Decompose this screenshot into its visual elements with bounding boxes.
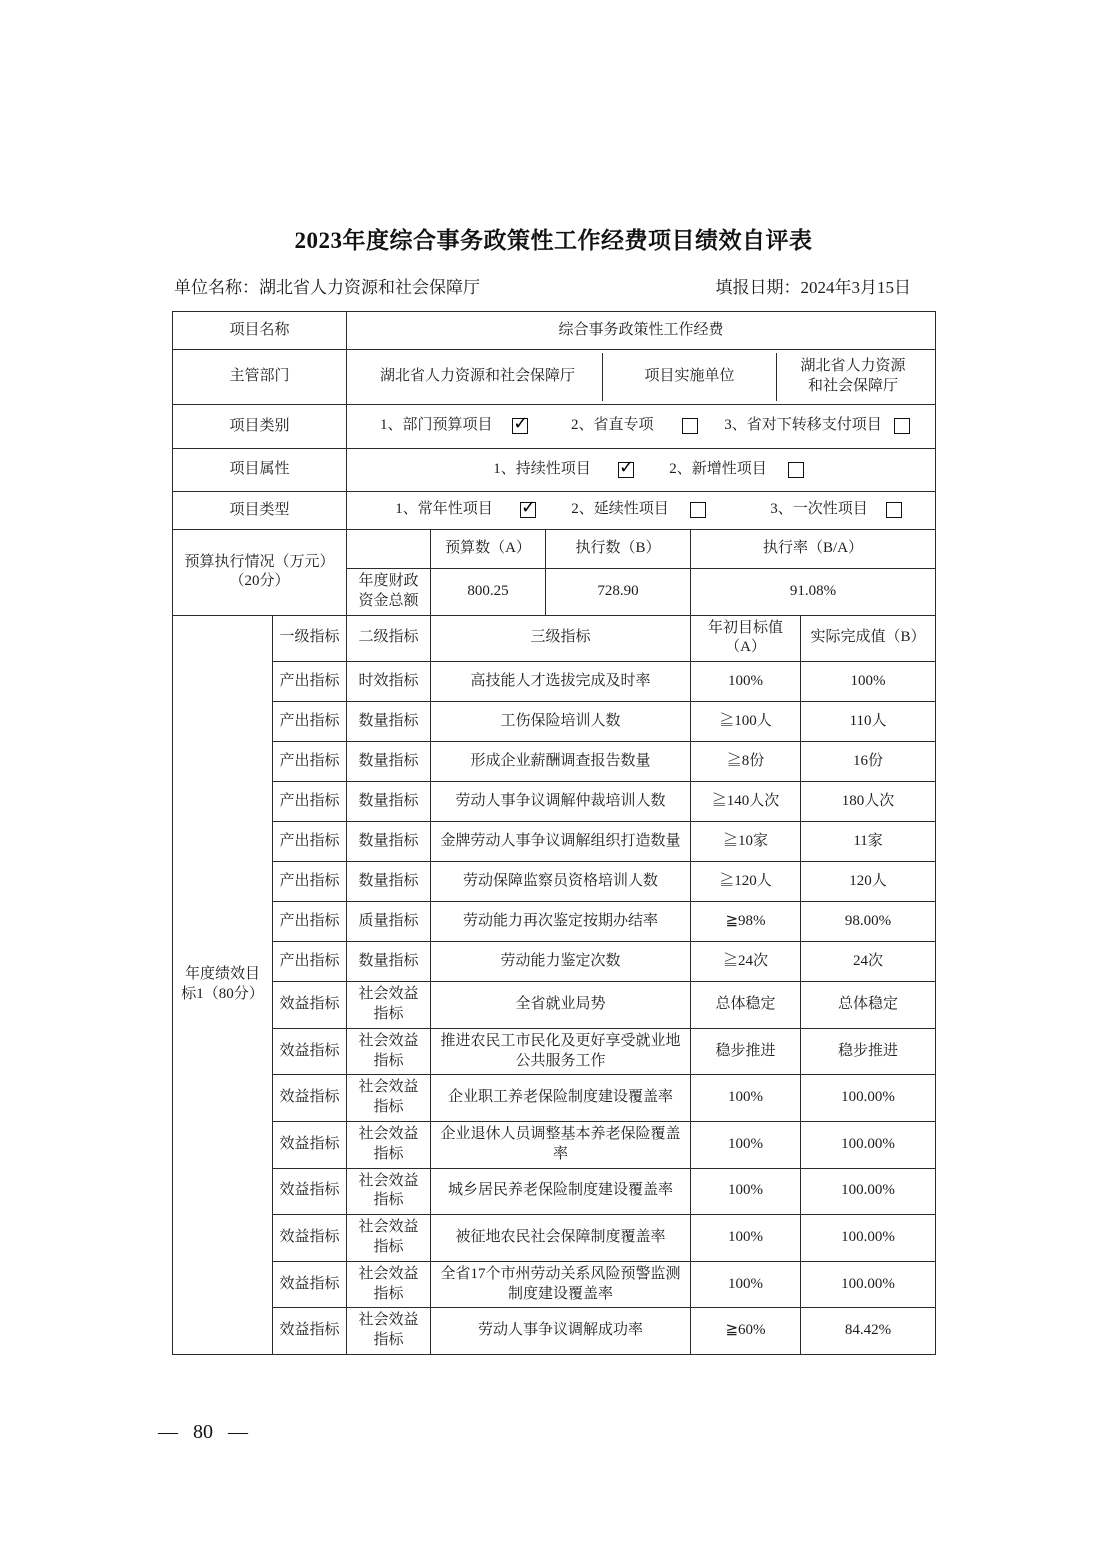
indicator-level2-cell: 数量指标 bbox=[347, 822, 431, 862]
indicator-row bbox=[173, 982, 936, 1029]
indicator-level2-cell: 社会效益指标 bbox=[347, 1261, 431, 1308]
meta-row bbox=[174, 273, 933, 298]
indicator-name-cell: 全省17个市州劳动关系风险预警监测制度建设覆盖率 bbox=[431, 1261, 691, 1308]
target-value-cell: ≧8份 bbox=[691, 742, 801, 782]
indicator-name-cell: 推进农民工市民化及更好享受就业地公共服务工作 bbox=[431, 1028, 691, 1075]
indicator-level1-cell: 效益指标 bbox=[273, 1261, 347, 1308]
checkbox-option bbox=[562, 500, 706, 520]
target-value-cell: 100% bbox=[691, 1075, 801, 1122]
target-value-cell: 稳步推进 bbox=[691, 1028, 801, 1075]
indicator-row bbox=[173, 662, 936, 702]
indicator-row bbox=[173, 702, 936, 742]
annual-funds-label: 年度财政资金总额 bbox=[347, 569, 431, 616]
execution-col-header: 执行数（B） bbox=[546, 530, 691, 569]
indicator-level1-cell: 产出指标 bbox=[273, 662, 347, 702]
target-value-cell: ≧100人 bbox=[691, 702, 801, 742]
indicator-level2-cell: 社会效益指标 bbox=[347, 1028, 431, 1075]
option-label: 2、新增性项目 bbox=[669, 460, 767, 477]
indicator-row bbox=[173, 782, 936, 822]
target-value-cell: 100% bbox=[691, 1121, 801, 1168]
indicator-name-cell: 工伤保险培训人数 bbox=[431, 702, 691, 742]
table-body bbox=[173, 312, 936, 1355]
project-type-options bbox=[347, 492, 936, 530]
annual-goal-label: 年度绩效目标1（80分） bbox=[173, 615, 273, 1354]
department-value: 湖北省人力资源和社会保障厅 bbox=[380, 368, 576, 385]
indicator-row bbox=[173, 942, 936, 982]
project-attribute-row bbox=[173, 449, 936, 492]
department-row bbox=[173, 350, 936, 405]
actual-value-cell: 100.00% bbox=[801, 1121, 936, 1168]
checkbox-option bbox=[478, 460, 634, 480]
indicator-name-cell: 形成企业薪酬调查报告数量 bbox=[431, 742, 691, 782]
page-number: — 80 — bbox=[158, 1421, 248, 1443]
actual-value-cell: 11家 bbox=[801, 822, 936, 862]
indicator-level2-cell: 社会效益指标 bbox=[347, 1215, 431, 1262]
target-value-cell: ≧24次 bbox=[691, 942, 801, 982]
indicator-level1-cell: 产出指标 bbox=[273, 942, 347, 982]
indicator-level2-cell: 社会效益指标 bbox=[347, 1308, 431, 1355]
actual-value-cell: 98.00% bbox=[801, 902, 936, 942]
indicator-row bbox=[173, 902, 936, 942]
indicator-name-cell: 金牌劳动人事争议调解组织打造数量 bbox=[431, 822, 691, 862]
budget-col-header: 预算数（A） bbox=[431, 530, 546, 569]
implementing-unit-value: 湖北省人力资源和社会保障厅 bbox=[800, 358, 906, 394]
actual-value-cell: 180人次 bbox=[801, 782, 936, 822]
project-category-label: 项目类别 bbox=[173, 405, 347, 449]
checkbox-option bbox=[660, 460, 804, 480]
target-value-cell: ≧140人次 bbox=[691, 782, 801, 822]
indicator-name-cell: 高技能人才选拔完成及时率 bbox=[431, 662, 691, 702]
indicator-level2-cell: 数量指标 bbox=[347, 702, 431, 742]
target-value-cell: ≧98% bbox=[691, 902, 801, 942]
unit-name-line bbox=[174, 273, 480, 298]
checkbox-option bbox=[554, 416, 698, 436]
actual-value-cell: 100.00% bbox=[801, 1075, 936, 1122]
checkbox-option bbox=[380, 500, 536, 520]
indicator-level2-cell: 质量指标 bbox=[347, 902, 431, 942]
indicator-level2-cell: 数量指标 bbox=[347, 942, 431, 982]
indicator-level2-cell: 数量指标 bbox=[347, 742, 431, 782]
actual-value-cell: 84.42% bbox=[801, 1308, 936, 1355]
indicator-row bbox=[173, 822, 936, 862]
checkbox-unchecked-icon bbox=[690, 502, 706, 518]
implementing-unit-label: 项目实施单位 bbox=[602, 353, 777, 401]
page-title: 2023年度综合事务政策性工作经费项目绩效自评表 bbox=[294, 228, 813, 253]
indicator-level1-cell: 效益指标 bbox=[273, 982, 347, 1029]
level3-header: 三级指标 bbox=[431, 615, 691, 662]
indicator-level1-cell: 效益指标 bbox=[273, 1028, 347, 1075]
report-date-label: 填报日期： bbox=[715, 278, 801, 297]
indicator-name-cell: 企业退休人员调整基本养老保险覆盖率 bbox=[431, 1121, 691, 1168]
target-value-cell: 100% bbox=[691, 662, 801, 702]
indicator-level1-cell: 效益指标 bbox=[273, 1215, 347, 1262]
project-name-row bbox=[173, 312, 936, 350]
indicator-row bbox=[173, 742, 936, 782]
indicator-name-cell: 被征地农民社会保障制度覆盖率 bbox=[431, 1215, 691, 1262]
checkbox-checked-icon bbox=[512, 418, 528, 434]
execution-rate-value: 91.08% bbox=[691, 569, 936, 616]
indicator-row bbox=[173, 1215, 936, 1262]
checkbox-unchecked-icon bbox=[682, 418, 698, 434]
project-category-row bbox=[173, 405, 936, 449]
project-name-label: 项目名称 bbox=[173, 312, 347, 350]
indicator-name-cell: 劳动保障监察员资格培训人数 bbox=[431, 862, 691, 902]
actual-value-cell: 110人 bbox=[801, 702, 936, 742]
actual-value-cell: 100% bbox=[801, 662, 936, 702]
target-value-cell: ≧10家 bbox=[691, 822, 801, 862]
indicator-level2-cell: 社会效益指标 bbox=[347, 1168, 431, 1215]
actual-value-cell: 稳步推进 bbox=[801, 1028, 936, 1075]
actual-value-cell: 100.00% bbox=[801, 1215, 936, 1262]
checkbox-unchecked-icon bbox=[886, 502, 902, 518]
indicator-level1-cell: 产出指标 bbox=[273, 862, 347, 902]
checkbox-unchecked-icon bbox=[788, 462, 804, 478]
option-label: 3、省对下转移支付项目 bbox=[724, 417, 882, 434]
checkbox-option bbox=[372, 416, 528, 436]
checkbox-checked-icon bbox=[520, 502, 536, 518]
indicator-name-cell: 劳动人事争议调解仲裁培训人数 bbox=[431, 782, 691, 822]
indicator-level1-cell: 效益指标 bbox=[273, 1308, 347, 1355]
actual-header: 实际完成值（B） bbox=[801, 615, 936, 662]
report-date-line bbox=[716, 273, 934, 298]
checkbox-option bbox=[764, 500, 902, 520]
indicator-header-row bbox=[173, 615, 936, 662]
indicator-level1-cell: 产出指标 bbox=[273, 742, 347, 782]
budget-section-label: 预算执行情况（万元）（20分） bbox=[173, 530, 347, 616]
indicator-level2-cell: 数量指标 bbox=[347, 862, 431, 902]
project-name-value: 综合事务政策性工作经费 bbox=[347, 312, 936, 350]
indicator-row bbox=[173, 1261, 936, 1308]
checkbox-checked-icon bbox=[618, 462, 634, 478]
project-type-row bbox=[173, 492, 936, 530]
department-label: 主管部门 bbox=[173, 350, 347, 405]
project-attribute-label: 项目属性 bbox=[173, 449, 347, 492]
indicator-row bbox=[173, 1168, 936, 1215]
indicator-level1-cell: 效益指标 bbox=[273, 1121, 347, 1168]
report-document bbox=[172, 222, 935, 1355]
indicator-row bbox=[173, 1075, 936, 1122]
indicator-level2-cell: 社会效益指标 bbox=[347, 1121, 431, 1168]
indicator-level2-cell: 时效指标 bbox=[347, 662, 431, 702]
indicator-level2-cell: 社会效益指标 bbox=[347, 982, 431, 1029]
indicator-level1-cell: 产出指标 bbox=[273, 702, 347, 742]
indicator-name-cell: 劳动能力再次鉴定按期办结率 bbox=[431, 902, 691, 942]
budget-amount-value: 800.25 bbox=[431, 569, 546, 616]
self-evaluation-table bbox=[172, 311, 936, 1355]
actual-value-cell: 16份 bbox=[801, 742, 936, 782]
option-label: 1、常年性项目 bbox=[395, 501, 493, 518]
empty-cell bbox=[347, 530, 431, 569]
department-cells bbox=[347, 350, 936, 405]
indicator-row bbox=[173, 1121, 936, 1168]
target-value-cell: 100% bbox=[691, 1215, 801, 1262]
rate-col-header: 执行率（B/A） bbox=[691, 530, 936, 569]
actual-value-cell: 100.00% bbox=[801, 1168, 936, 1215]
indicator-level1-cell: 产出指标 bbox=[273, 902, 347, 942]
option-label: 3、一次性项目 bbox=[770, 501, 868, 518]
checkbox-option bbox=[724, 416, 910, 436]
indicator-name-cell: 劳动人事争议调解成功率 bbox=[431, 1308, 691, 1355]
actual-value-cell: 120人 bbox=[801, 862, 936, 902]
project-category-options bbox=[347, 405, 936, 449]
target-value-cell: 100% bbox=[691, 1168, 801, 1215]
level2-header: 二级指标 bbox=[347, 615, 431, 662]
indicator-level1-cell: 效益指标 bbox=[273, 1168, 347, 1215]
option-label: 1、持续性项目 bbox=[493, 460, 591, 477]
indicator-name-cell: 城乡居民养老保险制度建设覆盖率 bbox=[431, 1168, 691, 1215]
target-value-cell: ≧60% bbox=[691, 1308, 801, 1355]
indicator-level2-cell: 数量指标 bbox=[347, 782, 431, 822]
indicator-row bbox=[173, 1308, 936, 1355]
indicator-level2-cell: 社会效益指标 bbox=[347, 1075, 431, 1122]
indicator-level1-cell: 产出指标 bbox=[273, 822, 347, 862]
indicator-name-cell: 企业职工养老保险制度建设覆盖率 bbox=[431, 1075, 691, 1122]
indicator-row bbox=[173, 862, 936, 902]
indicator-level1-cell: 产出指标 bbox=[273, 782, 347, 822]
target-value-cell: 100% bbox=[691, 1261, 801, 1308]
indicator-level1-cell: 效益指标 bbox=[273, 1075, 347, 1122]
indicator-row bbox=[173, 1028, 936, 1075]
target-value-cell: 总体稳定 bbox=[691, 982, 801, 1029]
project-attribute-options bbox=[347, 449, 936, 492]
target-value-cell: ≧120人 bbox=[691, 862, 801, 902]
actual-value-cell: 总体稳定 bbox=[801, 982, 936, 1029]
project-type-label: 项目类型 bbox=[173, 492, 347, 530]
budget-header-row bbox=[173, 530, 936, 569]
execution-amount-value: 728.90 bbox=[546, 569, 691, 616]
actual-value-cell: 100.00% bbox=[801, 1261, 936, 1308]
unit-name-label: 单位名称： bbox=[174, 278, 259, 297]
indicator-name-cell: 劳动能力鉴定次数 bbox=[431, 942, 691, 982]
report-date-value: 2024年3月15日 bbox=[800, 278, 911, 297]
option-label: 1、部门预算项目 bbox=[380, 417, 493, 434]
actual-value-cell: 24次 bbox=[801, 942, 936, 982]
option-label: 2、省直专项 bbox=[571, 417, 654, 434]
target-header: 年初目标值（A） bbox=[691, 615, 801, 662]
unit-name-value: 湖北省人力资源和社会保障厅 bbox=[259, 278, 480, 297]
level1-header: 一级指标 bbox=[273, 615, 347, 662]
option-label: 2、延续性项目 bbox=[571, 501, 669, 518]
checkbox-unchecked-icon bbox=[894, 418, 910, 434]
indicator-name-cell: 全省就业局势 bbox=[431, 982, 691, 1029]
